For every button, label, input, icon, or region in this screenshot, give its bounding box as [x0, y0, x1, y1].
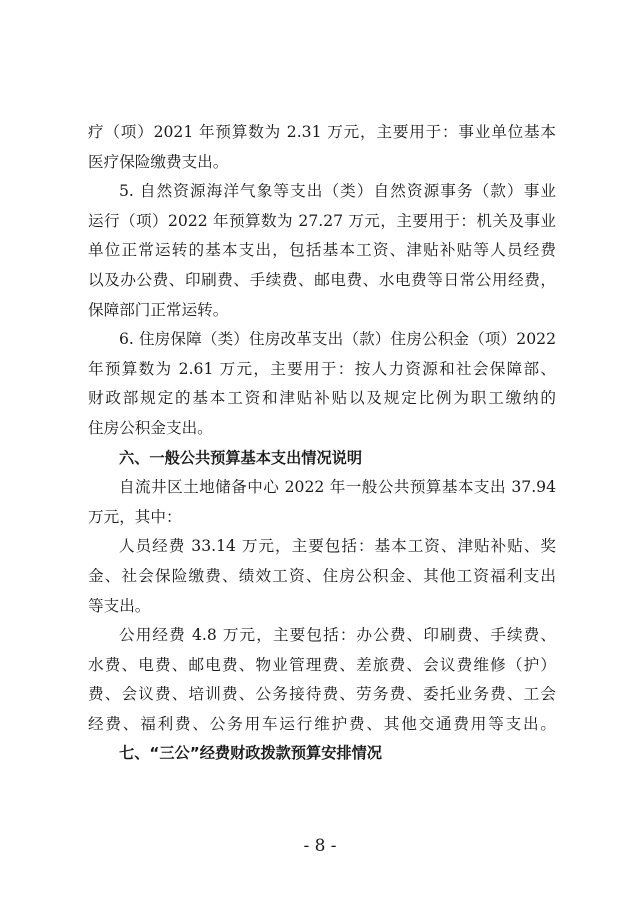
section-heading: 六、一般公共预算基本支出情况说明	[119, 448, 362, 467]
text-line: 医疗保险缴费支出。	[88, 152, 229, 171]
text-line: 财政部规定的基本工资和津贴补贴以及规定比例为职工缴纳的	[88, 389, 556, 408]
text-line: 保障部门正常运转。	[88, 300, 229, 319]
text-line: 万元，其中：	[88, 507, 182, 526]
text-line: 以及办公费、印刷费、手续费、邮电费、水电费等日常公用经费，	[88, 270, 556, 289]
text-line: 公用经费 4.8 万元，主要包括：办公费、印刷费、手续费、	[119, 626, 556, 645]
body-text	[88, 118, 556, 769]
text-line: 单位正常运转的基本支出，包括基本工资、津贴补贴等人员经费	[88, 241, 556, 260]
text-line: 5. 自然资源海洋气象等支出（类）自然资源事务（款）事业	[119, 182, 556, 201]
text-line: 年预算数为 2.61 万元，主要用于：按人力资源和社会保障部、	[88, 359, 556, 378]
page-number: - 8 -	[303, 836, 337, 856]
text-line: 疗（项）2021 年预算数为 2.31 万元，主要用于：事业单位基本	[88, 123, 556, 141]
text-line: 费、会议费、培训费、公务接待费、劳务费、委托业务费、工会	[88, 685, 556, 704]
text-line: 人员经费 33.14 万元，主要包括：基本工资、津贴补贴、奖	[119, 537, 556, 556]
text-line: 运行（项）2022 年预算数为 27.27 万元，主要用于：机关及事业	[88, 211, 556, 230]
text-line: 经费、福利费、公务用车运行维护费、其他交通费用等支出。	[88, 714, 556, 733]
text-line: 等支出。	[88, 596, 151, 615]
text-line: 6. 住房保障（类）住房改革支出（款）住房公积金（项）2022	[119, 330, 556, 349]
text-line: 金、社会保险缴费、绩效工资、住房公积金、其他工资福利支出	[88, 566, 556, 585]
text-line: 住房公积金支出。	[88, 418, 213, 437]
text-line: 水费、电费、邮电费、物业管理费、差旅费、会议费维修（护）	[88, 655, 556, 674]
section-heading: 七、“三公”经费财政拨款预算安排情况	[119, 744, 382, 763]
text-line: 自流井区土地储备中心 2022 年一般公共预算基本支出 37.94	[119, 478, 556, 497]
